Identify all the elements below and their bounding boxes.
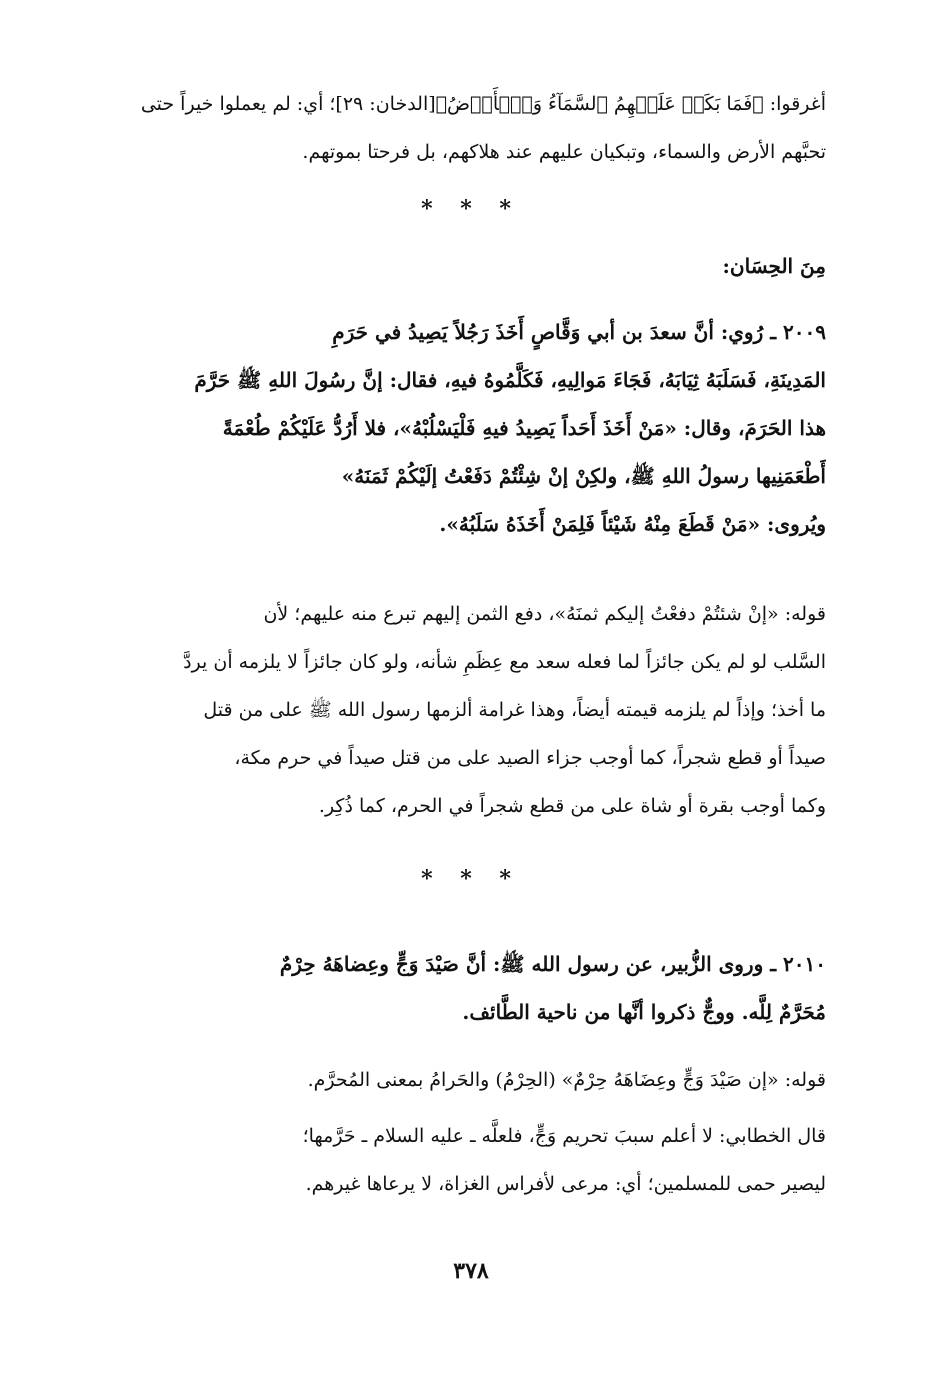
hadith-2010 — [104, 940, 826, 1036]
intro-paragraph — [104, 80, 826, 176]
text-line: ٢٠٠٩ ـ رُوي: أنَّ سعدَ بن أبي وَقَّاصٍ أَخَذَ رَجُلاً يَصِيدُ في حَرَمِ — [332, 320, 826, 344]
text-line: ليصير حمى للمسلمين؛ أي: مرعى لأفراس الغزاة، لا يرعاها غيرهم. — [305, 1173, 826, 1195]
text-line: مُحَرَّمٌ لِلَّه. ووجٌّ ذكروا أنَّها من ناحية الطَّائف. — [462, 1000, 826, 1024]
commentary-2009 — [104, 590, 826, 830]
text-line: قال الخطابي: لا أعلم سببَ تحريم وَجٍّ، فلعلَّه ـ عليه السلام ـ حَرَّمها؛ — [302, 1125, 826, 1147]
text-line: صيداً أو قطع شجراً، كما أوجب جزاء الصيد على من قتل صيداً في حرم مكة، — [234, 747, 826, 769]
section-heading: مِنَ الحِسَان: — [722, 254, 826, 278]
text-line: قوله: «إن صَيْدَ وَجٍّ وعِضَاهَهُ حِرْمٌ» (الحِرْمُ) والحَرامُ بمعنى المُحرَّم. — [307, 1069, 826, 1091]
text-line: أَطْعَمَنِيها رسولُ اللهِ ﷺ، ولكِنْ إنْ شِئْتُمْ دَفَعْتُ إلَيْكُمْ ثَمَنَهُ» — [341, 464, 826, 488]
commentary-2010 — [104, 1056, 826, 1104]
text-line: تحبَّهم الأرض والسماء، وتبكيان عليهم عند هلاكهم، بل فرحتا بموتهم. — [302, 141, 826, 163]
khattabi-commentary — [104, 1112, 826, 1208]
hadith-2009 — [104, 308, 826, 548]
text-line: قوله: «إنْ شئتُمْ دفعْتُ إليكم ثمنَهُ»، دفع الثمن إليهم تبرع منه عليهم؛ لأن — [263, 603, 826, 625]
text-line: أغرقوا: ﴿فَمَا بَكَتۡ عَلَيۡهِمُ ٱلسَّمَآءُ وَٱلۡأَرۡضُ﴾[الدخان: ٢٩]؛ أي: لم يعملوا خيراً حتى — [140, 93, 826, 115]
text-line: هذا الحَرَمَ، وقال: «مَنْ أَخَذَ أَحَداً يَصِيدُ فيهِ فَلْيَسْلُبْهُ»، فلا أَرُدُّ عَلَيْكُمْ طُعْمَةً — [222, 416, 826, 440]
text-line: ويُروى: «مَنْ قَطَعَ مِنْهُ شَيْئاً فَلِمَنْ أَخَذَهُ سَلَبُهُ». — [439, 512, 826, 536]
text-line: ما أخذ؛ وإذاً لم يلزمه قيمته أيضاً، وهذا غرامة ألزمها رسول الله ﷺ على من قتل — [203, 699, 826, 721]
section-separator: * * * — [421, 196, 521, 222]
text-line: السَّلب لو لم يكن جائزاً لما فعله سعد مع عِظَمِ شأنه، ولو كان جائزاً لا يلزمه أن يردَّ — [183, 651, 826, 673]
text-line: وكما أوجب بقرة أو شاة على من قطع شجراً في الحرم، كما ذُكِر. — [318, 795, 826, 817]
page-number: ٣٧٨ — [453, 1258, 489, 1284]
section-separator: * * * — [421, 866, 521, 892]
text-line: ٢٠١٠ ـ وروى الزُّبير، عن رسول الله ﷺ: أنَّ صَيْدَ وَجٍّ وعِضاهَهُ حِرْمٌ — [279, 952, 826, 976]
text-line: المَدِينَةِ، فَسَلَبَهُ ثِيَابَهُ، فَجَاءَ مَوالِيهِ، فَكَلَّمُوهُ فيهِ، فقال: إنَّ رسُولَ اللهِ ﷺ حَرَّمَ — [194, 368, 826, 392]
